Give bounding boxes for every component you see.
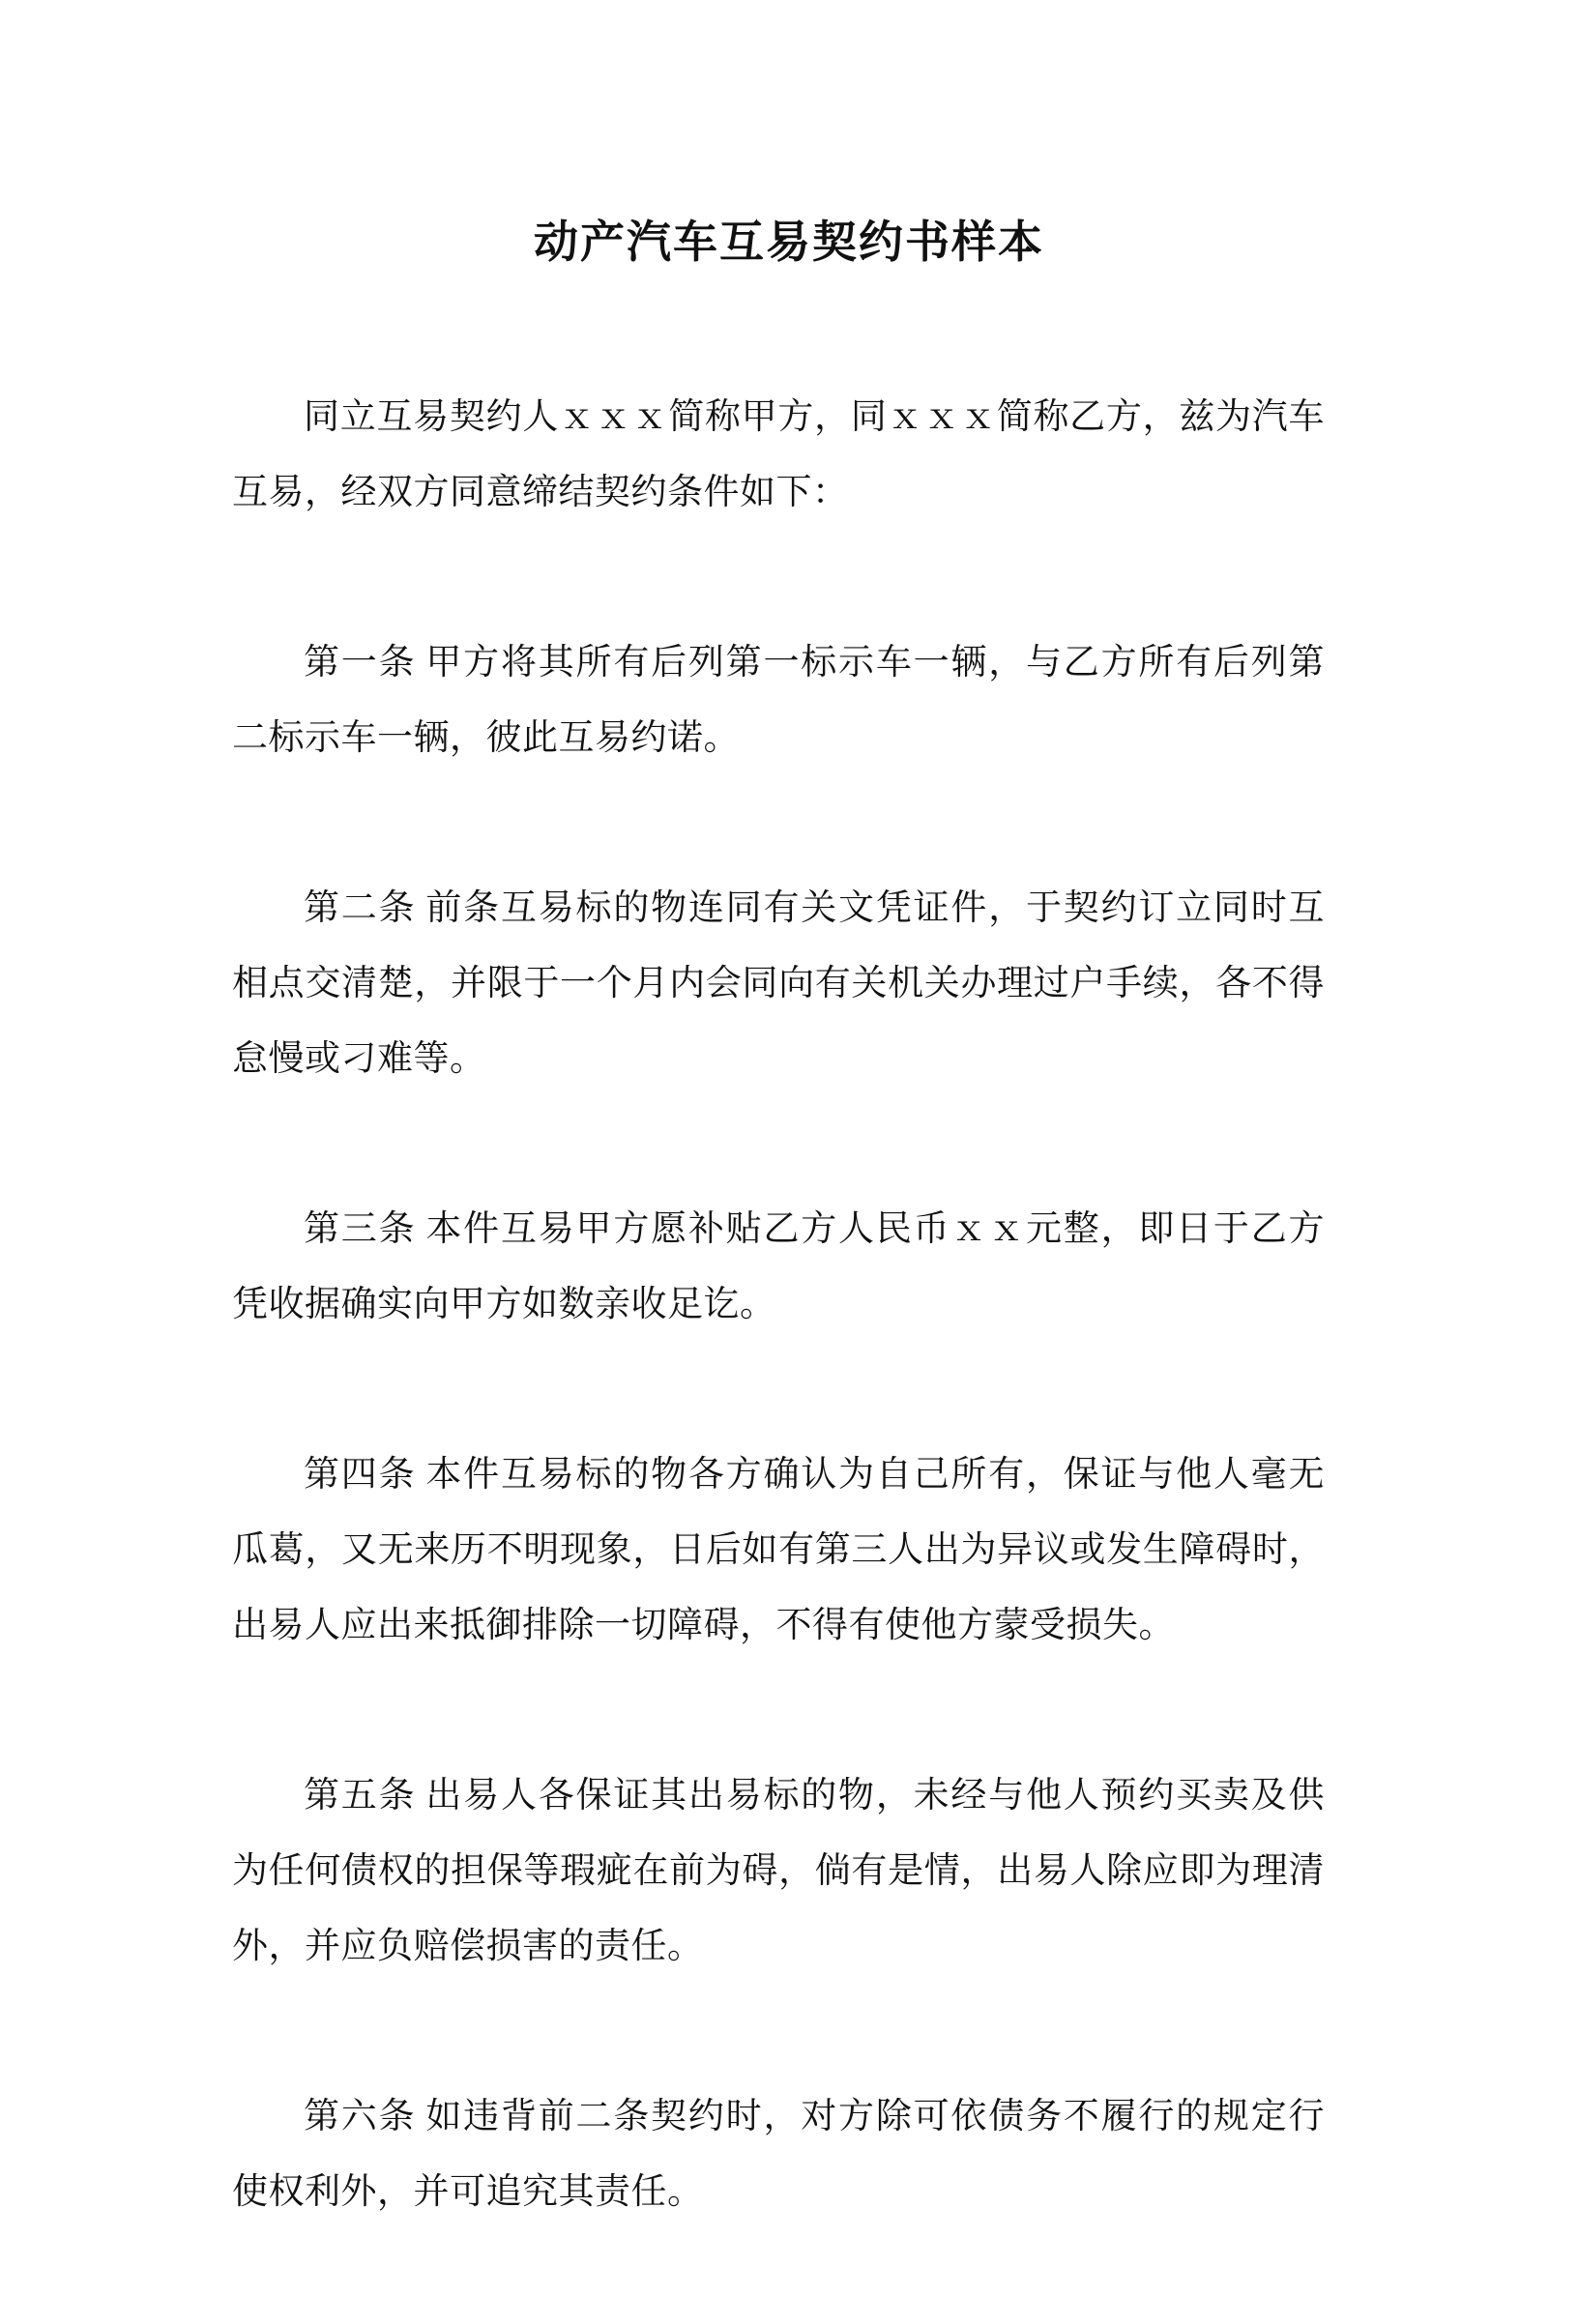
- document-body: [232, 379, 1325, 2324]
- document-title: 动产汽车互易契约书样本: [534, 216, 1044, 268]
- article-label: 第一条: [304, 641, 417, 683]
- article-label: 第四条: [304, 1453, 417, 1495]
- article-5: [232, 1758, 1325, 1984]
- article-text: 本件互易标的物各方确认为自己所有，保证与他人毫无瓜葛，又无来历不明现象，日后如有第三人出为异议或发生障碍时，出易人应出来抵御排除一切障碍，不得有使他方蒙受损失。: [232, 1453, 1326, 1645]
- intro-paragraph: 同立互易契约人ｘｘｘ简称甲方，同ｘｘｘ简称乙方，兹为汽车互易，经双方同意缔结契约条件如下：: [232, 395, 1325, 512]
- article-1: [232, 625, 1325, 775]
- article-4: [232, 1437, 1325, 1663]
- article-label: 第五条: [304, 1774, 417, 1816]
- article-text: 前条互易标的物连同有关文凭证件，于契约订立同时互相点交清楚，并限于一个月内会同向有关机关办理过户手续，各不得怠慢或刁难等。: [232, 886, 1326, 1079]
- article-label: 第二条: [304, 886, 417, 928]
- article-label: 第六条: [304, 2095, 417, 2136]
- article-6: [232, 2078, 1325, 2229]
- article-text: 出易人各保证其出易标的物，未经与他人预约买卖及供为任何债权的担保等瑕疵在前为碍，倘有是情，出易人除应即为理清外，并应负赔偿损害的责任。: [232, 1774, 1326, 1966]
- article-2: [232, 870, 1325, 1096]
- article-text: 本件互易甲方愿补贴乙方人民币ｘｘ元整，即日于乙方凭收据确实向甲方如数亲收足讫。: [232, 1207, 1326, 1324]
- article-text: 如违背前二条契约时，对方除可依债务不履行的规定行使权利外，并可追究其责任。: [232, 2095, 1326, 2212]
- article-3: [232, 1191, 1325, 1342]
- article-text: 甲方将其所有后列第一标示车一辆，与乙方所有后列第二标示车一辆，彼此互易约诺。: [232, 641, 1326, 758]
- article-label: 第三条: [304, 1207, 417, 1249]
